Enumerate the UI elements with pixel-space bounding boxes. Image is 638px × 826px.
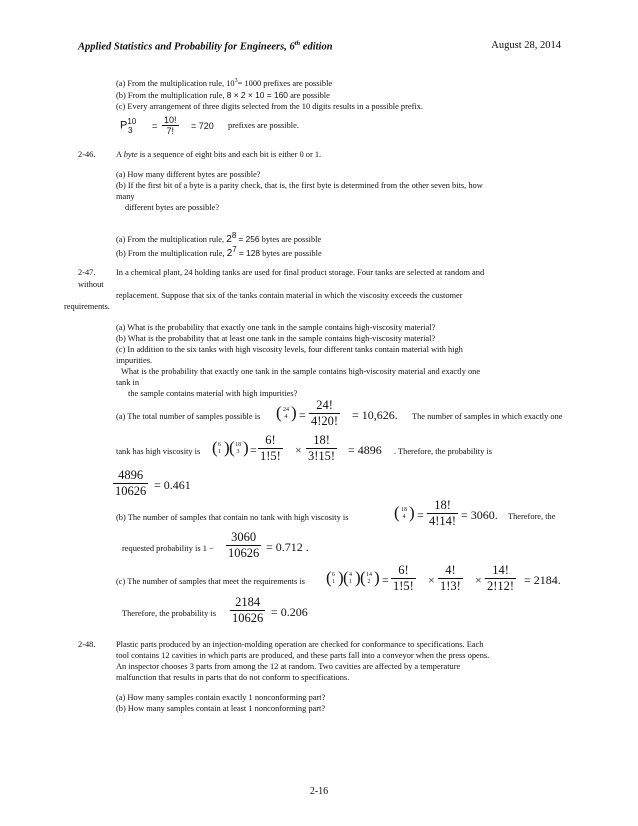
binom-paren-right: ): [243, 438, 249, 457]
problem-246-statement: A byte is a sequence of eight bits and each bit is either 0 or 1.: [116, 150, 322, 159]
answer-245c-post: prefixes are possible.: [228, 121, 299, 130]
binom-18-4: 18 4: [401, 507, 407, 520]
binom-paren-right: ): [224, 438, 230, 457]
equals-sign: =: [250, 443, 257, 457]
question-247c-line1: (c) In addition to the six tanks with high viscosity levels, four different tanks contain material with high: [116, 345, 463, 354]
header-date: August 28, 2014: [491, 40, 561, 51]
binom-6-1: 6 1: [332, 572, 335, 585]
answer-246a: (a) From the multiplication rule, $2^8 = 256$ bytes are possible: [116, 231, 322, 245]
problem-247-line3: replacement. Suppose that six of the tanks contain material in which the viscosity exceeds the customer: [116, 291, 463, 300]
question-246a: (a) How many different bytes are possible?: [116, 170, 261, 179]
problem-number-248: 2-48.: [78, 640, 96, 649]
permutation-sub: 3: [128, 126, 133, 135]
problem-248-line2: tool contains 12 cavities in which parts are produced, and these parts fall into a conveyor when the press opens.: [116, 651, 490, 660]
result-10626: = 10,626.: [352, 408, 398, 422]
equals-sign: =: [417, 508, 424, 522]
fraction-24-over-4-20: $\frac{24!}{4!20!}$: [311, 398, 339, 428]
answer-247b-line1-post: Therefore, the: [508, 512, 556, 521]
answer-247c-line1-pre: (c) The number of samples that meet the requirements is: [116, 577, 305, 586]
answer-247a-line1-pre: (a) The total number of samples possible is: [116, 412, 261, 421]
problem-247-line4: requirements.: [64, 302, 110, 311]
result-3060: = 3060.: [461, 508, 498, 522]
running-title: Applied Statistics and Probability for Engineers, 6th edition: [78, 40, 333, 53]
permutation-symbol: $P^{10}$: [120, 117, 137, 132]
binom-paren-left: (: [326, 568, 332, 587]
result-0712: = 0.712 .: [266, 540, 309, 554]
question-247c-line3: What is the probability that exactly one tank in the sample contains high-viscosity material and exactly one: [121, 367, 481, 376]
binom-4-1: 4 1: [349, 572, 352, 585]
binom-14-2: 14 2: [366, 572, 372, 585]
problem-248-line4: malfunction that results in parts that do not conform to specifications.: [116, 673, 350, 682]
problem-number-247: 2-47.: [78, 268, 96, 277]
question-246b-line1: (b) If the first bit of a byte is a parity check, that is, the first byte is determined from the other seven bits, how: [116, 181, 483, 190]
question-248a: (a) How many samples contain exactly 1 nonconforming part?: [116, 693, 326, 702]
question-247b: (b) What is the probability that at least one tank in the sample contains high-viscosity material?: [116, 334, 436, 343]
binom-paren-right: ): [338, 568, 344, 587]
fraction-14-over-2-12: $\frac{14!}{2!12!}$: [487, 563, 515, 593]
answer-247a-line2-pre: tank has high viscosity is: [116, 447, 201, 456]
binom-paren-right: ): [355, 568, 361, 587]
answer-245a: (a) From the multiplication rule, $10^3= 1000$ prefixes are possible: [116, 78, 333, 88]
result-0206: = 0.206: [271, 605, 308, 619]
fraction-10-over-7: $\frac{10!}{7!}$: [164, 115, 177, 136]
problem-248-line1: Plastic parts produced by an injection-molding operation are checked for conformance to specifications. Each: [116, 640, 484, 649]
binom-paren-right: ): [291, 403, 297, 422]
times-sign: ×: [295, 443, 302, 457]
binom-18-3: 18 3: [235, 442, 241, 455]
answer-247c-line2-pre: Therefore, the probability is: [122, 609, 216, 618]
page-number: 2-16: [309, 786, 329, 797]
equals-sign: =: [382, 573, 389, 587]
permutation-result: = 720: [191, 121, 214, 131]
fraction-4896-over-10626: $\frac{4896}{10626}$: [115, 468, 147, 498]
fraction-2184-over-10626: $\frac{2184}{10626}$: [232, 595, 264, 625]
answer-247a-line2-post: . Therefore, the probability is: [394, 447, 492, 456]
problem-248-line3: An inspector chooses 3 parts from among the 12 at random. Two cavities are affected by a temperature: [116, 662, 461, 671]
result-2184: = 2184.: [524, 573, 561, 587]
result-0461: = 0.461: [154, 478, 191, 492]
fraction-4-over-1-3: $\frac{4!}{1!3!}$: [440, 563, 461, 593]
equals-sign: =: [152, 121, 158, 131]
times-sign: ×: [475, 573, 482, 587]
result-4896: = 4896: [348, 443, 382, 457]
problem-247-line2: without: [78, 280, 104, 289]
fraction-6-over-1-5: $\frac{6!}{1!5!}$: [260, 433, 281, 463]
binom-paren-left: (: [394, 503, 400, 522]
answer-245b: (b) From the multiplication rule, 8 × 2 × 10 = 160 are possible: [116, 90, 330, 100]
binom-paren-left: (: [229, 438, 235, 457]
fraction-3060-over-10626: $\frac{3060}{10626}$: [228, 530, 260, 560]
binom-paren-right: ): [374, 568, 380, 587]
binom-paren-right: ): [409, 503, 415, 522]
binom-paren-left: (: [212, 438, 218, 457]
question-246b-line3: different bytes are possible?: [125, 203, 220, 212]
problem-247-line1: In a chemical plant, 24 holding tanks are used for final product storage. Four tanks are selected at random and: [116, 268, 485, 277]
fraction-18-over-4-14: $\frac{18!}{4!14!}$: [429, 498, 457, 528]
binom-paren-left: (: [343, 568, 349, 587]
problem-number-246: 2-46.: [78, 150, 96, 159]
answer-247b-line2-pre: requested probability is 1 −: [122, 544, 214, 553]
fraction-6-over-1-5: $\frac{6!}{1!5!}$: [393, 563, 414, 593]
question-247a: (a) What is the probability that exactly one tank in the sample contains high-viscosity material?: [116, 323, 436, 332]
binom-24-4: 24 4: [283, 407, 289, 420]
binom-paren-left: (: [276, 403, 282, 422]
answer-247b-line1-pre: (b) The number of samples that contain no tank with high viscosity is: [116, 513, 349, 522]
answer-246b: (b) From the multiplication rule, $2^7 = 128$ bytes are possible: [116, 245, 322, 259]
equals-sign: =: [299, 408, 306, 422]
binom-paren-left: (: [360, 568, 366, 587]
question-247c-line2: impurities.: [116, 356, 153, 365]
question-247c-line4: tank in: [116, 378, 140, 387]
binom-6-1: 6 1: [218, 442, 221, 455]
question-248b: (b) How many samples contain at least 1 nonconforming part?: [116, 704, 326, 713]
question-247c-line5: the sample contains material with high impurities?: [128, 389, 298, 398]
question-246b-line2: many: [116, 192, 135, 201]
answer-247a-line1-post: The number of samples in which exactly one: [412, 412, 563, 421]
times-sign: ×: [428, 573, 435, 587]
answer-245c-text: (c) Every arrangement of three digits selected from the 10 digits results in a possible prefix.: [116, 102, 423, 111]
fraction-18-over-3-15: $\frac{18!}{3!15!}$: [308, 433, 336, 463]
